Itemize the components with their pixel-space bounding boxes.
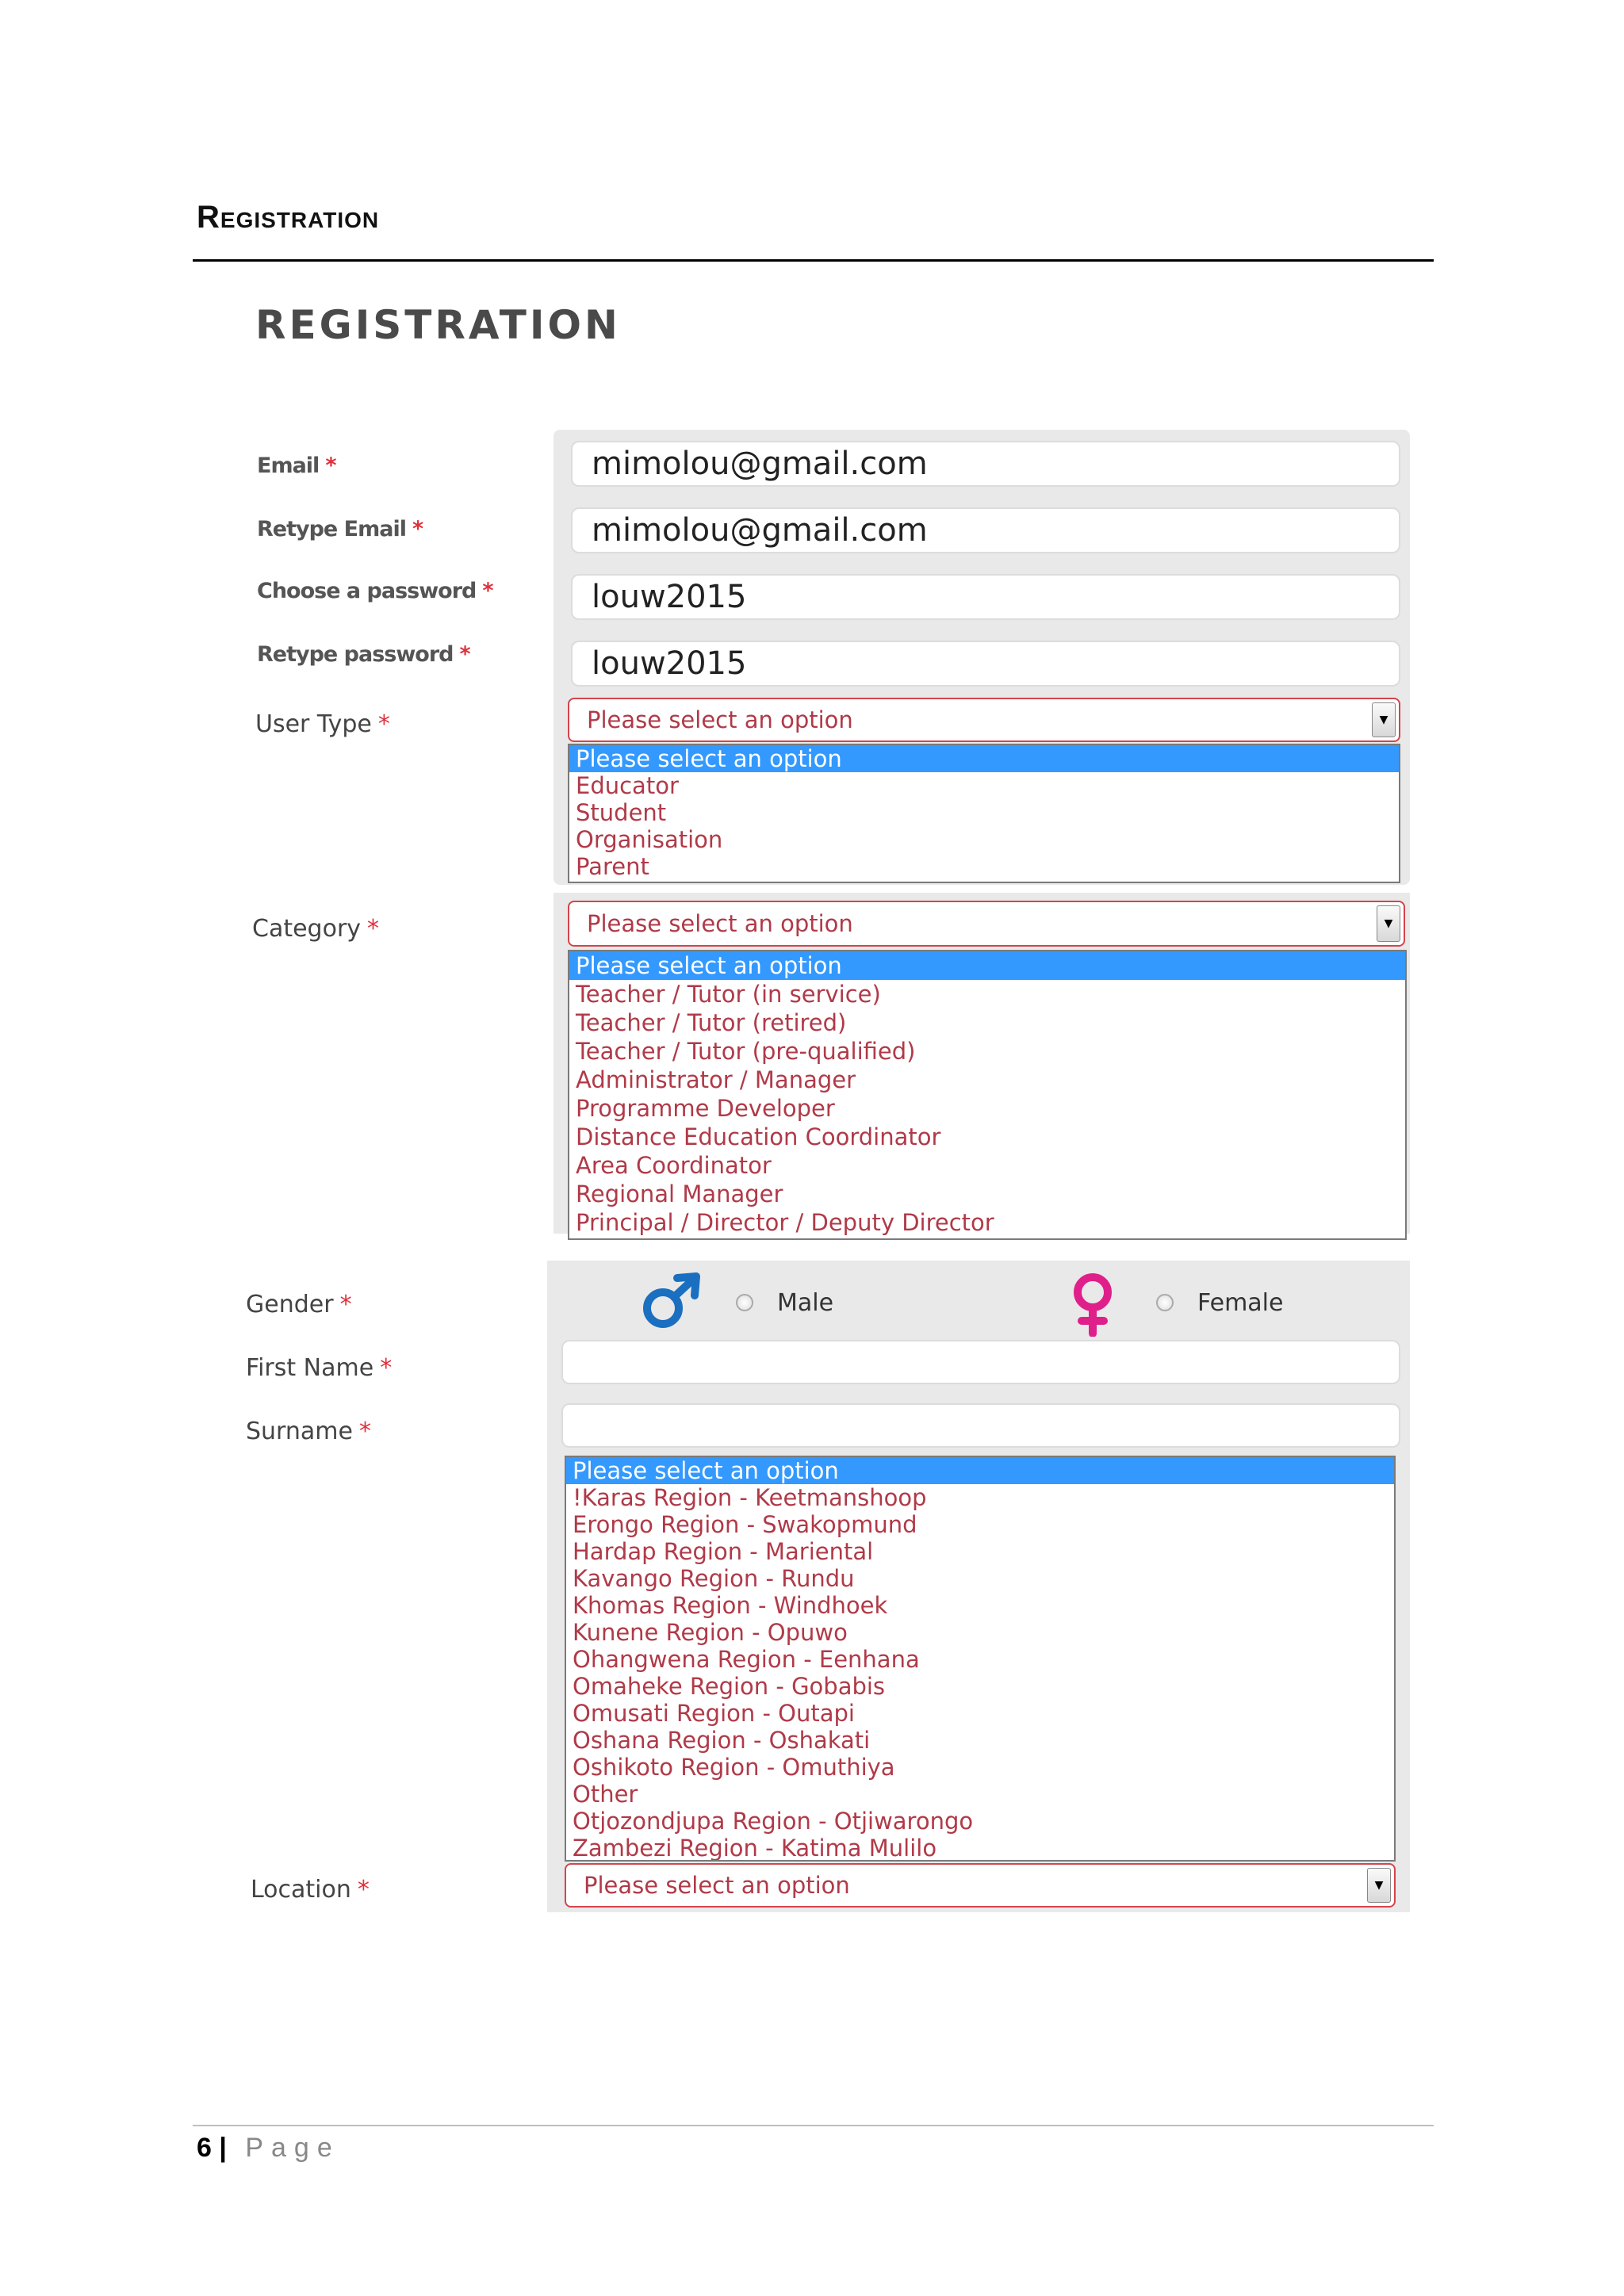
location-option[interactable]: Khomas Region - Windhoek <box>573 1592 888 1619</box>
location-select-value: Please select an option <box>584 1872 850 1899</box>
female-option-label: Female <box>1197 1289 1284 1317</box>
location-option[interactable]: Omaheke Region - Gobabis <box>573 1673 886 1700</box>
user-type-label: User Type * <box>255 710 390 738</box>
location-option[interactable]: Otjozondjupa Region - Otjiwarongo <box>573 1808 974 1835</box>
user-type-option[interactable]: Parent <box>576 853 649 880</box>
location-option[interactable]: Ohangwena Region - Eenhana <box>573 1646 920 1673</box>
category-option[interactable]: Regional Manager <box>576 1181 783 1207</box>
location-option[interactable]: Hardap Region - Mariental <box>573 1538 874 1565</box>
category-option[interactable]: Principal / Director / Deputy Director <box>576 1209 994 1236</box>
category-select[interactable] <box>568 901 1405 947</box>
retype-email-label: Retype Email * <box>257 517 423 541</box>
user-type-option[interactable]: Organisation <box>576 826 723 853</box>
male-option-label: Male <box>777 1289 834 1317</box>
female-radio[interactable] <box>1156 1294 1174 1311</box>
location-option[interactable]: Please select an option <box>566 1457 1394 1484</box>
first-name-field[interactable] <box>561 1340 1400 1384</box>
surname-label: Surname * <box>246 1418 371 1445</box>
category-listbox[interactable] <box>568 950 1407 1240</box>
footer-separator: | <box>219 2133 227 2163</box>
user-type-option[interactable]: Student <box>576 799 667 826</box>
location-option[interactable]: Kunene Region - Opuwo <box>573 1619 848 1646</box>
location-option[interactable]: Other <box>573 1781 638 1808</box>
male-symbol-icon <box>639 1272 704 1330</box>
male-radio[interactable] <box>736 1294 753 1311</box>
page-number: 6 <box>197 2133 212 2163</box>
location-label: Location * <box>251 1876 370 1904</box>
password-label: Choose a password * <box>257 579 493 603</box>
category-dropdown-arrow-icon[interactable]: ▼ <box>1377 905 1400 942</box>
category-select-value: Please select an option <box>587 910 853 937</box>
location-option[interactable]: Omusati Region - Outapi <box>573 1700 855 1727</box>
form-title: registration <box>255 285 621 352</box>
location-listbox[interactable] <box>565 1456 1396 1862</box>
heading-rule <box>193 259 1434 262</box>
retype-password-field[interactable]: louw2015 <box>571 641 1400 687</box>
category-option[interactable]: Programme Developer <box>576 1095 835 1122</box>
email-label: Email * <box>257 453 336 478</box>
location-dropdown-arrow-icon[interactable]: ▼ <box>1367 1868 1391 1903</box>
location-option[interactable]: Oshana Region - Oshakati <box>573 1727 871 1754</box>
category-option[interactable]: Teacher / Tutor (pre-qualified) <box>576 1038 916 1065</box>
retype-password-label: Retype password * <box>257 642 470 667</box>
user-type-option[interactable]: Please select an option <box>569 745 1399 772</box>
category-option[interactable]: Teacher / Tutor (retired) <box>576 1009 847 1036</box>
category-option[interactable]: Teacher / Tutor (in service) <box>576 981 881 1008</box>
user-type-select-value: Please select an option <box>587 706 853 733</box>
user-type-option[interactable]: Educator <box>576 772 679 799</box>
location-option[interactable]: Erongo Region - Swakopmund <box>573 1511 917 1538</box>
gender-label: Gender * <box>246 1291 352 1318</box>
retype-email-field[interactable]: mimolou@gmail.com <box>571 507 1400 553</box>
category-option[interactable]: Distance Education Coordinator <box>576 1123 941 1150</box>
section-heading: Registration <box>197 200 380 235</box>
category-option[interactable]: Administrator / Manager <box>576 1066 856 1093</box>
page-label: Page <box>245 2133 340 2163</box>
category-option[interactable]: Area Coordinator <box>576 1152 772 1179</box>
category-option[interactable]: Please select an option <box>569 951 1405 980</box>
page-footer <box>197 2133 340 2164</box>
password-field[interactable]: louw2015 <box>571 574 1400 620</box>
user-type-select[interactable] <box>568 698 1400 742</box>
location-option[interactable]: Zambezi Region - Katima Mulilo <box>573 1835 937 1862</box>
location-option[interactable]: !Karas Region - Keetmanshoop <box>573 1484 927 1511</box>
user-type-dropdown-arrow-icon[interactable]: ▼ <box>1372 702 1396 737</box>
location-option[interactable]: Kavango Region - Rundu <box>573 1565 855 1592</box>
user-type-listbox[interactable] <box>568 744 1400 883</box>
location-option[interactable]: Oshikoto Region - Omuthiya <box>573 1754 895 1781</box>
first-name-label: First Name * <box>246 1354 393 1382</box>
location-select[interactable] <box>565 1863 1396 1908</box>
email-field[interactable]: mimolou@gmail.com <box>571 441 1400 487</box>
surname-field[interactable] <box>561 1403 1400 1448</box>
footer-rule <box>193 2125 1434 2126</box>
female-symbol-icon <box>1067 1272 1118 1337</box>
category-label: Category * <box>252 915 380 943</box>
